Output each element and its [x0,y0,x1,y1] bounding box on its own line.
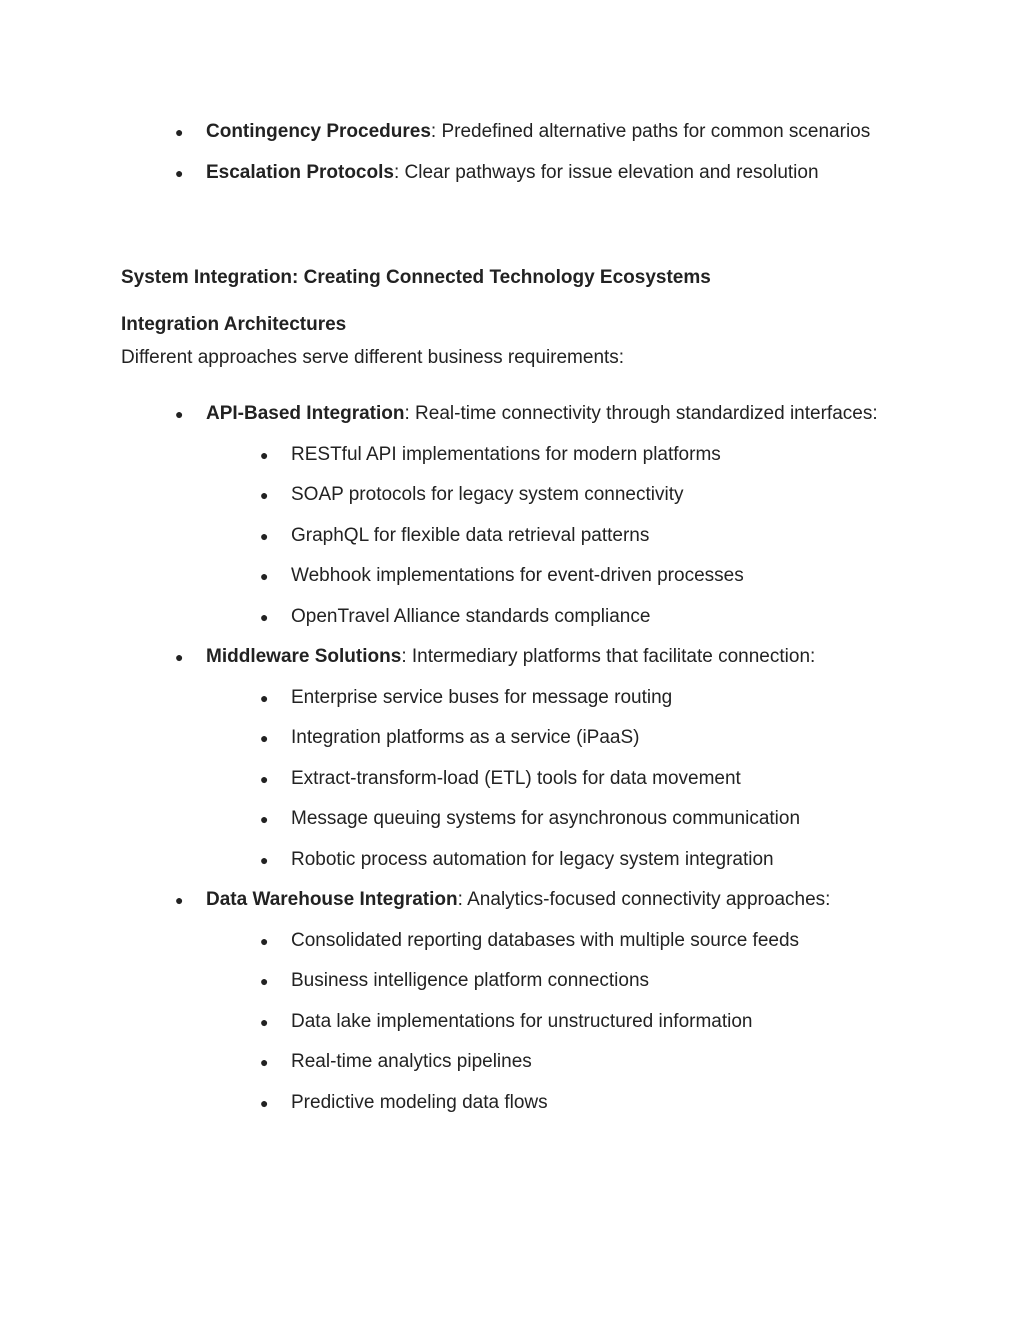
bullet-icon: ● [260,568,269,584]
item-description: : Analytics-focused connectivity approaches: [457,889,831,910]
integration-list [175,394,896,1123]
list-item-data-warehouse [175,880,896,1123]
bullet-icon: ● [260,689,269,706]
item-description: : Intermediary platforms that facilitate connection: [401,646,816,667]
intro-paragraph: Different approaches serve different business requirements: [121,347,625,368]
list-item-escalation [175,153,896,194]
sub-list-item [260,435,896,476]
bullet-icon: ● [260,1013,269,1030]
sub-item-text: Message queuing systems for asynchronous communication [291,808,801,829]
sub-list-item [260,1083,896,1124]
sub-list-item [260,556,896,597]
sub-item-text: Predictive modeling data flows [291,1091,548,1113]
bullet-icon: ● [260,932,269,949]
bullet-icon: ● [175,164,184,181]
sub-item-text: Real-time analytics pipelines [291,1051,532,1072]
sub-list-api [206,435,896,638]
bullet-icon: ● [260,1054,269,1070]
bullet-icon: ● [260,446,269,463]
top-bullet-list [175,112,896,193]
sub-item-text: SOAP protocols for legacy system connectivity [291,484,684,505]
bullet-icon: ● [260,730,269,746]
item-term: Middleware Solutions [206,646,402,667]
sub-list-item [260,921,896,962]
list-item-api-integration [175,394,896,637]
bullet-icon: ● [260,851,269,868]
sub-item-text: OpenTravel Alliance standards compliance [291,605,651,627]
bullet-icon: ● [260,770,269,787]
bullet-icon: ● [175,892,184,908]
sub-item-text: Robotic process automation for legacy system integration [291,848,774,870]
bullet-icon: ● [260,973,269,989]
sub-item-text: RESTful API implementations for modern platforms [291,443,721,465]
item-term: Data Warehouse Integration [206,889,458,910]
sub-list-item [260,961,896,1002]
bullet-icon: ● [175,406,184,422]
sub-list-item [260,759,896,800]
item-term: Contingency Procedures [206,121,431,142]
sub-list-item [260,840,896,881]
sub-list-item [260,1042,896,1083]
item-description: : Predefined alternative paths for common scenarios [430,121,871,142]
sub-item-text: Integration platforms as a service (iPaaS) [291,727,640,748]
sub-list-item [260,475,896,516]
sub-item-text: Extract-transform-load (ETL) tools for data movement [291,767,741,789]
item-description: : Clear pathways for issue elevation and resolution [393,161,819,183]
bullet-icon: ● [260,1094,269,1111]
sub-list-item [260,718,896,759]
item-term: API-Based Integration [206,403,405,424]
list-item-contingency [175,112,896,153]
list-item-middleware [175,637,896,880]
sub-item-text: Consolidated reporting databases with multiple source feeds [291,929,800,951]
sub-item-text: GraphQL for flexible data retrieval patterns [291,524,650,546]
item-description: : Real-time connectivity through standardized interfaces: [404,403,878,424]
bullet-icon: ● [260,811,269,827]
bullet-icon: ● [260,487,269,503]
section-title: System Integration: Creating Connected Technology Ecosystems [121,267,711,288]
sub-list-item [260,597,896,638]
sub-item-text: Data lake implementations for unstructured information [291,1010,753,1032]
sub-list-item [260,799,896,840]
sub-list-item [260,1002,896,1043]
bullet-icon: ● [260,527,269,544]
item-term: Escalation Protocols [206,161,394,183]
sub-list-middleware [206,678,896,881]
bullet-icon: ● [175,124,184,140]
sub-item-text: Webhook implementations for event-driven processes [291,565,744,586]
bullet-icon: ● [175,649,184,665]
subsection-title: Integration Architectures [121,314,347,335]
sub-item-text: Enterprise service buses for message routing [291,686,673,708]
sub-item-text: Business intelligence platform connections [291,970,650,991]
bullet-icon: ● [260,608,269,625]
sub-list-data-warehouse [206,921,896,1124]
sub-list-item [260,678,896,719]
sub-list-item [260,516,896,557]
